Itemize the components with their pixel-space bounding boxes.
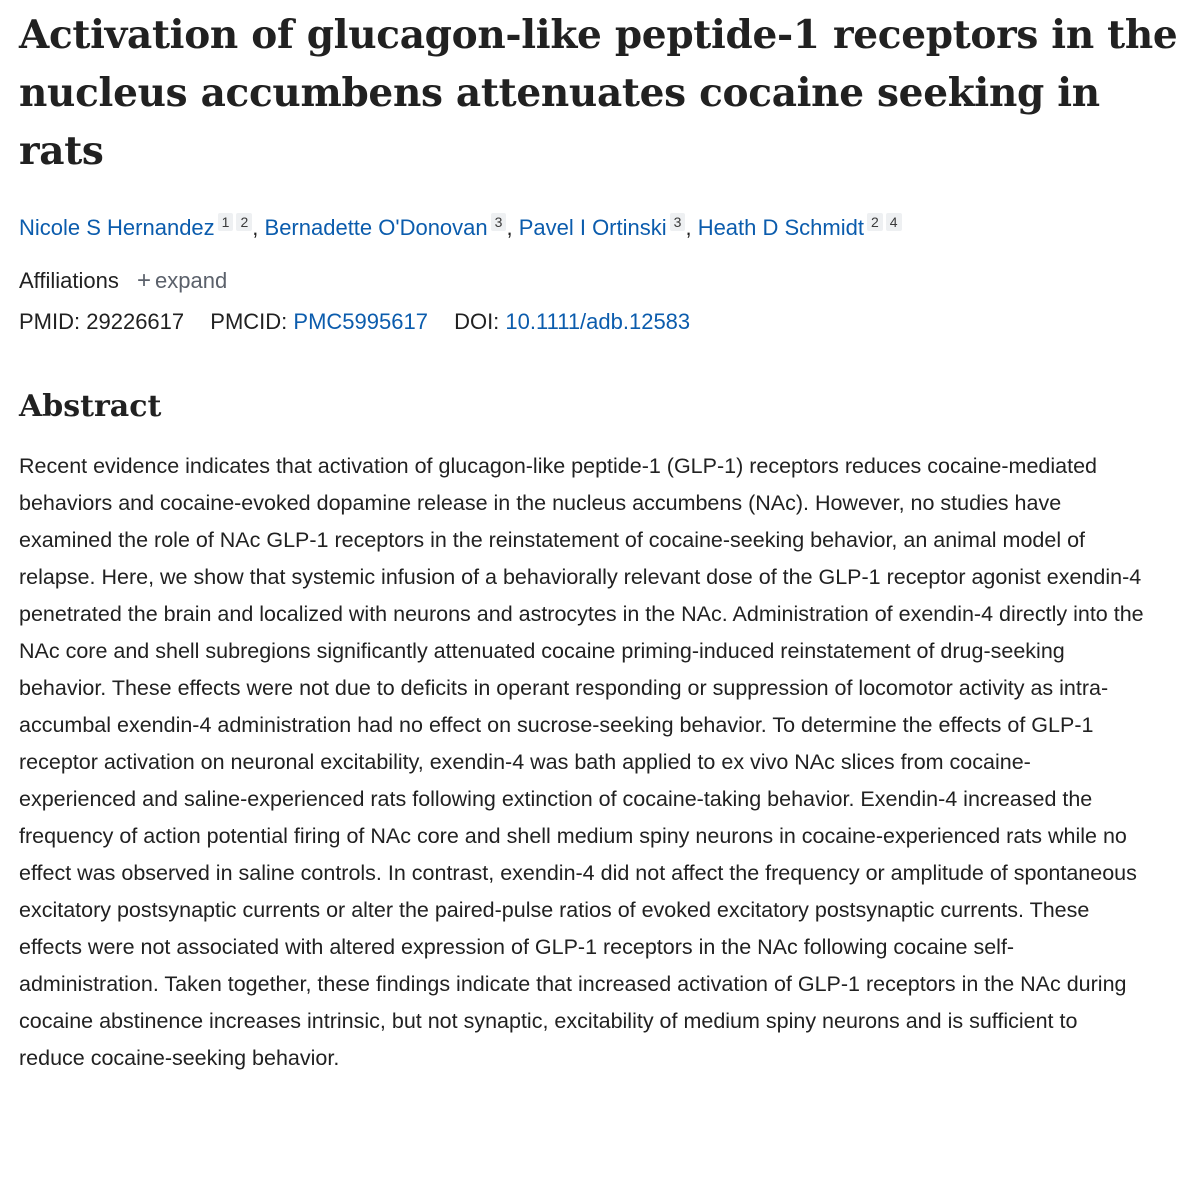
doi (454, 309, 690, 334)
author-link-ortinski[interactable]: Pavel I Ortinski (518, 215, 667, 240)
affiliation-badge[interactable]: 1 (218, 213, 234, 231)
plus-icon: + (137, 267, 152, 294)
pmcid (210, 309, 428, 334)
pmid (19, 309, 184, 334)
affiliation-badge[interactable]: 4 (886, 213, 902, 231)
author-link-odonovan[interactable]: Bernadette O'Donovan (264, 215, 488, 240)
affiliation-badge[interactable]: 3 (670, 213, 686, 231)
article-page (19, 0, 1179, 1077)
affiliation-badge[interactable]: 2 (236, 213, 252, 231)
identifiers-row (19, 307, 1179, 337)
affiliations-label: Affiliations (19, 268, 119, 293)
pmid-label: PMID: (19, 309, 81, 334)
author-link-schmidt[interactable]: Heath D Schmidt (697, 215, 864, 240)
author-separator: , (506, 215, 513, 240)
author-separator: , (252, 215, 259, 240)
author-link-hernandez[interactable]: Nicole S Hernandez (19, 215, 215, 240)
pmcid-label: PMCID: (210, 309, 288, 334)
pmid-value: 29226617 (86, 309, 185, 334)
author-separator: , (685, 215, 692, 240)
affiliation-badge[interactable]: 3 (491, 213, 507, 231)
affiliations-row (19, 266, 1179, 296)
author-list (19, 213, 1179, 243)
abstract-heading: Abstract (19, 389, 162, 424)
abstract-text: Recent evidence indicates that activation of glucagon-like peptide-1 (GLP-1) receptors reduces cocaine-mediated behaviors and cocaine-evoked dopamine release in the nucleus accumbens (NAc). However, no studies have examined the role of NAc GLP-1 receptors in the reinstatement of cocaine-seeking behavior, an animal model of relapse. Here, we show that systemic infusion of a behaviorally relevant dose of the GLP-1 receptor agonist exendin-4 penetrated the brain and localized with neurons and astrocytes in the NAc. Administration of exendin-4 directly into the NAc core and shell subregions significantly attenuated cocaine priming-induced reinstatement of drug-seeking behavior. These effects were not due to deficits in operant responding or suppression of locomotor activity as intra-accumbal exendin-4 administration had no effect on sucrose-seeking behavior. To determine the effects of GLP-1 receptor activation on neuronal excitability, exendin-4 was bath applied to ex vivo NAc slices from cocaine-experienced and saline-experienced rats following extinction of cocaine-taking behavior. Exendin-4 increased the frequency of action potential firing of NAc core and shell medium spiny neurons in cocaine-experienced rats while no effect was observed in saline controls. In contrast, exendin-4 did not affect the frequency or amplitude of spontaneous excitatory postsynaptic currents or alter the paired-pulse ratios of evoked excitatory postsynaptic currents. These effects were not associated with altered expression of GLP-1 receptors in the NAc following cocaine self-administration. Taken together, these findings indicate that increased activation of GLP-1 receptors in the NAc during cocaine abstinence increases intrinsic, but not synaptic, excitability of medium spiny neurons and is sufficient to reduce cocaine-seeking behavior. (19, 454, 1144, 1070)
expand-label: expand (155, 268, 228, 293)
pmcid-link[interactable]: PMC5995617 (293, 309, 428, 334)
doi-label: DOI: (454, 309, 500, 334)
doi-link[interactable]: 10.1111/adb.12583 (505, 309, 691, 334)
affiliations-expand-button[interactable] (137, 268, 227, 293)
article-title: Activation of glucagon-like peptide-1 receptors in the nucleus accumbens attenuates cocaine seeking in rats (19, 12, 1178, 174)
affiliation-badge[interactable]: 2 (867, 213, 883, 231)
